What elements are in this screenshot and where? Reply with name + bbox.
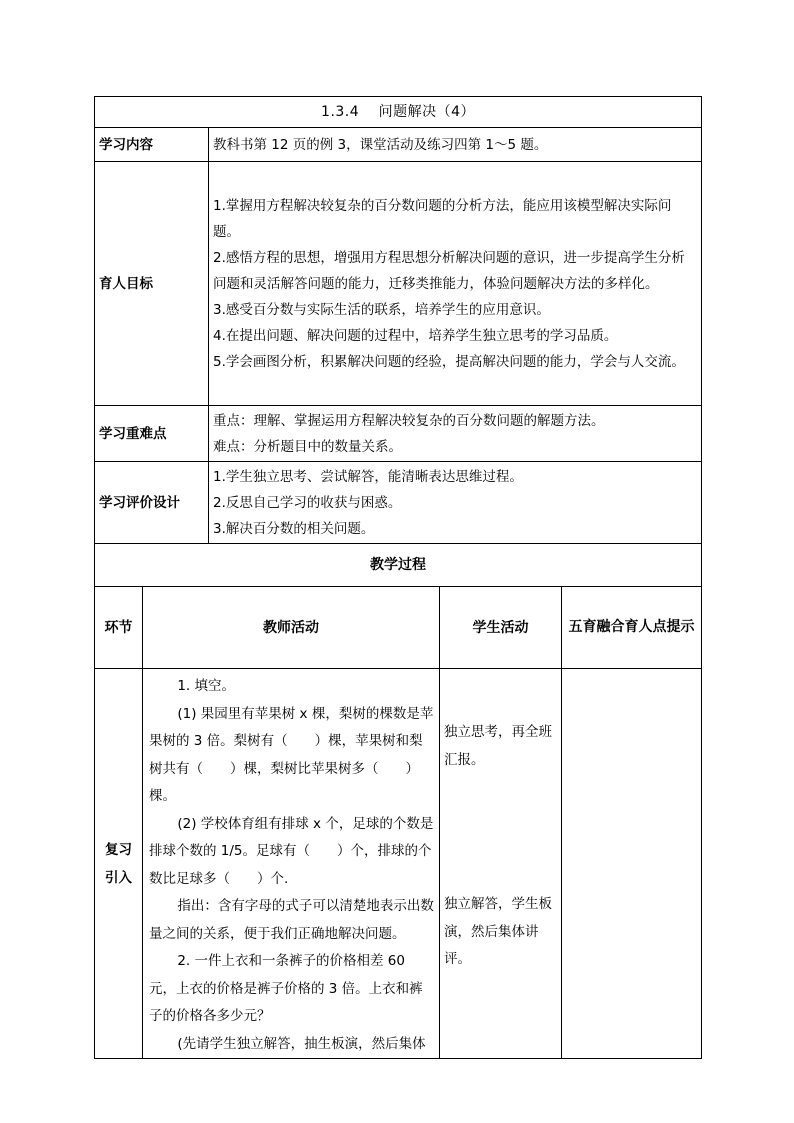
header-stage: 环节 — [95, 587, 143, 669]
key-point-item: 重点：理解、掌握运用方程解决较复杂的百分数问题的解题方法。 — [213, 412, 605, 429]
teacher-line: 2. 一件上衣和一条裤子的价格相差 60 元，上衣的价格是裤子价格的 3 倍。上衣和裤子的价格各多少元？ — [149, 953, 423, 1024]
goal-item: 4.在提出问题、解决问题的过程中，培养学生独立思考的学习品质。 — [213, 327, 618, 344]
evaluation-item: 3.解决百分数的相关问题。 — [213, 520, 375, 537]
key-point-item: 难点：分析题目中的数量关系。 — [213, 438, 402, 455]
key-points-label: 学习重难点 — [95, 406, 209, 462]
content-label: 学习内容 — [95, 128, 209, 162]
stage-label-line2: 引入 — [105, 869, 132, 886]
teacher-line: (先请学生独立解答，抽生板演，然后集体 — [177, 1035, 426, 1052]
goal-item: 2.感悟方程的思想，增强用方程思想分析解决问题的意识，进一步提高学生分析问题和灵活解答问题的能力，迁移类推能力，体验问题解决方法的多样化。 — [213, 249, 685, 292]
goals-list — [209, 162, 702, 406]
teacher-line: (2) 学校体育组有排球 x 个，足球的个数是排球个数的 1/5。足球有（ ）个，排球的个数比足球多（ ）个. — [149, 815, 434, 887]
student-activity — [440, 669, 562, 1059]
teacher-line: 1. 填空。 — [177, 678, 236, 694]
evaluation-item: 1.学生独立思考、尝试解答，能清晰表达思维过程。 — [213, 468, 523, 485]
stage-label-line1: 复习 — [105, 841, 132, 858]
stage-review — [95, 669, 143, 1059]
evaluation-label: 学习评价设计 — [95, 462, 209, 544]
five-education-cell — [562, 669, 702, 1059]
evaluation-item: 2.反思自己学习的收获与困惑。 — [213, 494, 402, 511]
header-five-education: 五育融合育人点提示 — [562, 587, 702, 669]
evaluation-list — [209, 462, 702, 544]
goal-item: 3.感受百分数与实际生活的联系，培养学生的应用意识。 — [213, 301, 550, 318]
teacher-activity — [143, 669, 440, 1059]
teacher-line: 指出：含有字母的式子可以清楚地表示出数量之间的关系，便于我们正确地解决问题。 — [149, 898, 434, 942]
student-line: 独立思考，再全班汇报。 — [444, 724, 552, 768]
goals-label: 育人目标 — [95, 162, 209, 406]
process-title: 教学过程 — [95, 544, 702, 587]
key-points-list — [209, 406, 702, 462]
header-teacher: 教师活动 — [143, 587, 440, 669]
goal-item: 5.学会画图分析，积累解决问题的经验，提高解决问题的能力，学会与人交流。 — [213, 353, 685, 370]
lesson-plan-sheet — [94, 96, 701, 1059]
goal-item: 1.掌握用方程解决较复杂的百分数问题的分析方法，能应用该模型解决实际问题。 — [213, 197, 672, 240]
lesson-plan-table — [94, 96, 702, 1059]
teacher-line: (1) 果园里有苹果树 x 棵，梨树的棵数是苹果树的 3 倍。梨树有（ ）棵，苹果树和梨树共有（ ）棵，梨树比苹果树多（ ）棵。 — [149, 705, 434, 804]
content-text: 教科书第 12 页的例 3，课堂活动及练习四第 1～5 题。 — [209, 128, 702, 162]
header-student: 学生活动 — [440, 587, 562, 669]
student-line: 独立解答，学生板演，然后集体讲评。 — [444, 896, 552, 967]
lesson-title: 1.3.4 问题解决（4） — [95, 97, 702, 128]
